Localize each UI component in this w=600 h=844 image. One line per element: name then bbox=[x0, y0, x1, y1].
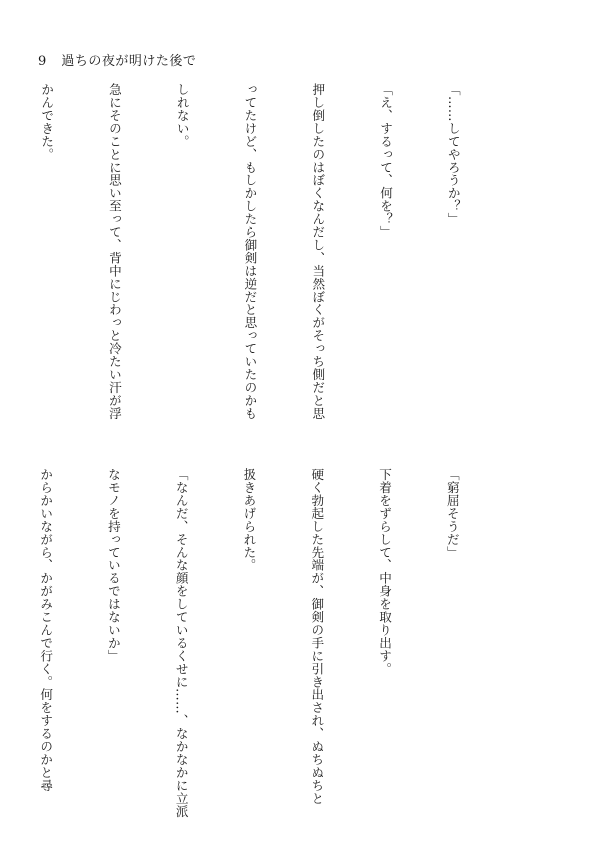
text-line: ってたけど、もしかしたら御剣は逆だと思っていたのかも bbox=[242, 83, 258, 420]
text-line: しれない。 bbox=[174, 83, 190, 148]
chapter-title: 過ちの夜が明けた後で bbox=[61, 54, 197, 69]
text-block-bottom bbox=[0, 468, 508, 818]
text-line: 扱きあげられた。 bbox=[241, 468, 257, 572]
text-line: 硬く勃起した先端が、御剣の手に引き出され、ぬちぬちと bbox=[309, 468, 325, 805]
text-line: からかいながら、かがみこんで行く。何をするのかと尋 bbox=[38, 468, 54, 792]
text-line: 「なんだ、そんな顔をしているくせに……、なかなかに立派 bbox=[173, 468, 189, 818]
text-line: 急にそのことに思い至って、背中にじわっと冷たい汗が浮 bbox=[106, 83, 122, 420]
text-line: なモノを持っているではないか」 bbox=[105, 468, 121, 663]
text-line: 下着をずらして、中身を取り出す。 bbox=[377, 468, 393, 676]
running-header bbox=[38, 50, 196, 69]
text-block-top bbox=[0, 83, 509, 423]
text-line: 「窮屈そうだ」 bbox=[444, 468, 460, 559]
text-line: 「……してやろうか？」 bbox=[445, 83, 461, 226]
text-line: かんできた。 bbox=[39, 83, 55, 161]
page-number: 9 bbox=[38, 54, 47, 69]
text-line: 「え、するって、何を？」 bbox=[378, 83, 394, 239]
text-line: 押し倒したのはぼくなんだし、当然ぼくがそっち側だと思 bbox=[310, 83, 326, 420]
